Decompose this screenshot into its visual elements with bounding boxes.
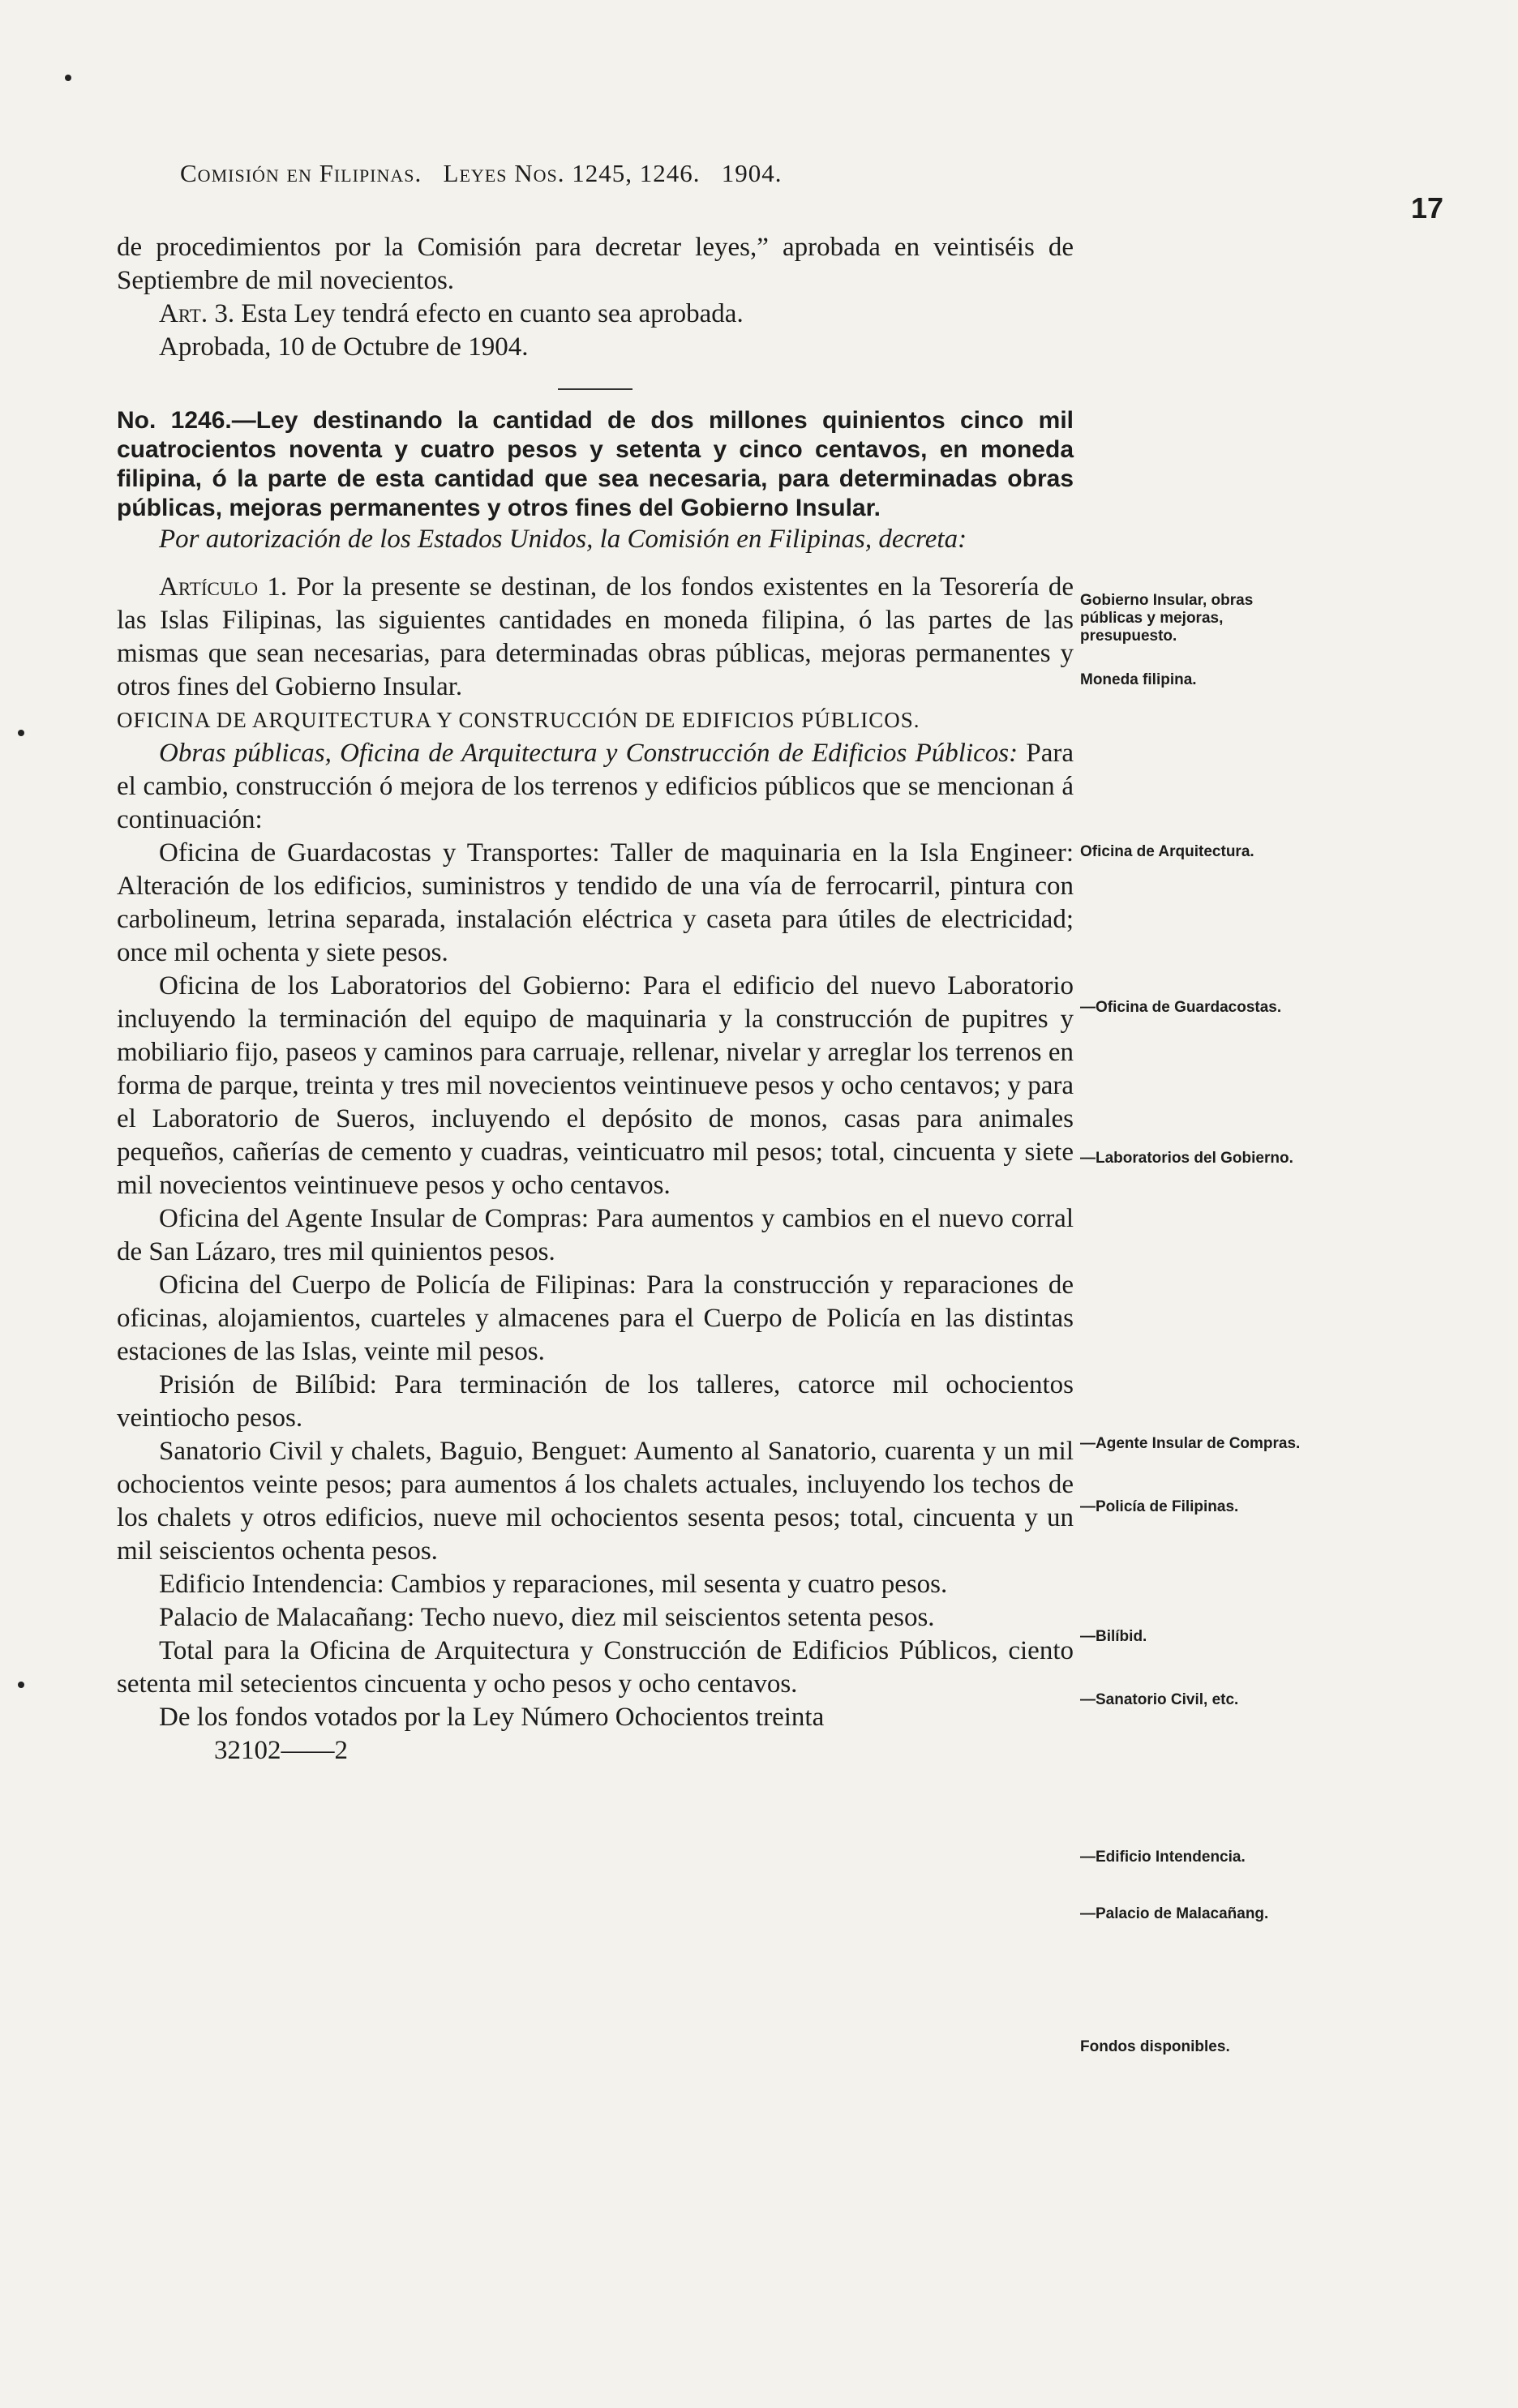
section-heading: OFICINA DE ARQUITECTURA Y CONSTRUCCIÓN DE EDIFICIOS PÚBLICOS. — [117, 708, 920, 732]
article-1-label: Artículo 1. — [159, 572, 288, 602]
margin-note-gobierno: Gobierno Insular, obras públicas y mejoras, presupuesto. — [1080, 592, 1254, 645]
item-compras: Oficina del Agente Insular de Compras: Para aumentos y cambios en el nuevo corral de San Lázaro, tres mil quinientos pesos. — [117, 1204, 1074, 1266]
margin-note-policia: —Policía de Filipinas. — [1080, 1498, 1239, 1515]
margin-note-bilibid: —Bilíbid. — [1080, 1628, 1147, 1645]
margin-note-sanatorio: —Sanatorio Civil, etc. — [1080, 1691, 1239, 1708]
page-body — [117, 231, 1074, 1767]
item-guardacostas: Oficina de Guardacostas y Transportes: Taller de maquinaria en la Isla Engineer: Alteración de los edificios, suministros y tendido de una vía de ferrocarril, pintura con carbolineum, letrina separada, instalación eléctrica y caseta para útiles de electricidad; once mil ochenta y siete pesos. — [117, 838, 1074, 967]
margin-note-laboratorios: —Laboratorios del Gobierno. — [1080, 1150, 1293, 1167]
item-malacanang: Palacio de Malacañang: Techo nuevo, diez mil seiscientos setenta pesos. — [159, 1603, 935, 1632]
scan-speck — [65, 75, 71, 81]
margin-note-guardacostas: —Oficina de Guardacostas. — [1080, 999, 1282, 1016]
previous-law-continuation: de procedimientos por la Comisión para decretar leyes,” aprobada en veintiséis de Septiembre de mil novecientos. — [117, 233, 1074, 295]
obras-publicas-paragraph — [117, 737, 1074, 837]
scan-speck — [18, 730, 24, 736]
item-fondos: De los fondos votados por la Ley Número Ochocientos treinta — [159, 1703, 825, 1732]
header-commission: Comisión en Filipinas. — [180, 159, 422, 187]
margin-note-moneda: Moneda filipina. — [1080, 671, 1197, 688]
margin-note-intendencia: —Edificio Intendencia. — [1080, 1849, 1246, 1866]
margin-note-malacanang: —Palacio de Malacañang. — [1080, 1905, 1269, 1922]
signature-mark: 32102——2 — [214, 1736, 348, 1765]
margin-note-fondos: Fondos disponibles. — [1080, 2038, 1230, 2055]
article-3 — [117, 298, 1074, 331]
article-3-label: Art. 3. — [159, 299, 235, 328]
item-bilibid: Prisión de Bilíbid: Para terminación de los talleres, catorce mil ochocientos veintiocho pesos. — [117, 1370, 1074, 1433]
item-sanatorio: Sanatorio Civil y chalets, Baguio, Benguet: Aumento al Sanatorio, cuarenta y un mil ochocientos veinte pesos; para aumentos á los chalets actuales, incluyendo los techos de los chalets y otros edificios, nueve mil ochocientos sesenta pesos; total, cincuenta y un mil seiscientos ochenta pesos. — [117, 1437, 1074, 1566]
approval-date: Aprobada, 10 de Octubre de 1904. — [159, 332, 529, 362]
running-header — [180, 159, 1088, 188]
item-laboratorios: Oficina de los Laboratorios del Gobierno: Para el edificio del nuevo Laboratorio incluyendo la terminación del equipo de maquinaria y la construcción de pupitres y mobiliario fijo, paseos y caminos para carruaje, rellenar, nivelar y arreglar los terrenos en forma de parque, treinta y tres mil novecientos veintinueve pesos y ocho centavos; y para el Laboratorio de Sueros, incluyendo el depósito de monos, casas para animales pequeños, cañerías de cemento y cuadras, veinticuatro mil pesos; total, cincuenta y siete mil novecientos veintinueve pesos y ocho centavos. — [117, 971, 1074, 1200]
obras-text: Para el cambio, construcción ó mejora de los terrenos y edificios públicos que se mencionan á continuación: — [117, 739, 1074, 834]
article-3-text: Esta Ley tendrá efecto en cuanto sea aprobada. — [241, 299, 744, 328]
law-title: No. 1246.—Ley destinando la cantidad de dos millones quinientos cinco mil cuatrocientos noventa y cuatro pesos y setenta y cinco centavos, en moneda filipina, ó la parte de esta cantidad que sea necesaria, para determinadas obras públicas, mejoras permanentes y otros fines del Gobierno Insular. — [117, 407, 1074, 521]
obras-label: Obras públicas, Oficina de Arquitectura y Construcción de Edificios Públicos: — [159, 739, 1018, 768]
header-laws: Leyes Nos. 1245, 1246. — [443, 159, 701, 187]
scan-speck — [18, 1682, 24, 1688]
article-1 — [117, 571, 1074, 704]
margin-note-arquitectura: Oficina de Arquitectura. — [1080, 843, 1254, 860]
margin-note-compras: —Agente Insular de Compras. — [1080, 1435, 1301, 1452]
header-year: 1904. — [721, 159, 783, 187]
enacting-clause: Por autorización de los Estados Unidos, la Comisión en Filipinas, decreta: — [159, 525, 967, 554]
item-total: Total para la Oficina de Arquitectura y Construcción de Edificios Públicos, ciento setenta mil setecientos cincuenta y ocho pesos y ocho centavos. — [117, 1636, 1074, 1699]
article-1-text: Por la presente se destinan, de los fondos existentes en la Tesorería de las Islas Filipinas, las siguientes cantidades en moneda filipina, ó las partes de las mismas que sean necesarias, para determinadas obras públicas, mejoras permanentes y otros fines del Gobierno Insular. — [117, 572, 1074, 701]
page-number: 17 — [1411, 191, 1444, 225]
item-policia: Oficina del Cuerpo de Policía de Filipinas: Para la construcción y reparaciones de oficinas, alojamientos, cuarteles y almacenes para el Cuerpo de Policía en las distintas estaciones de las Islas, veinte mil pesos. — [117, 1270, 1074, 1366]
separator-rule — [558, 388, 632, 390]
item-intendencia: Edificio Intendencia: Cambios y reparaciones, mil sesenta y cuatro pesos. — [159, 1570, 948, 1599]
